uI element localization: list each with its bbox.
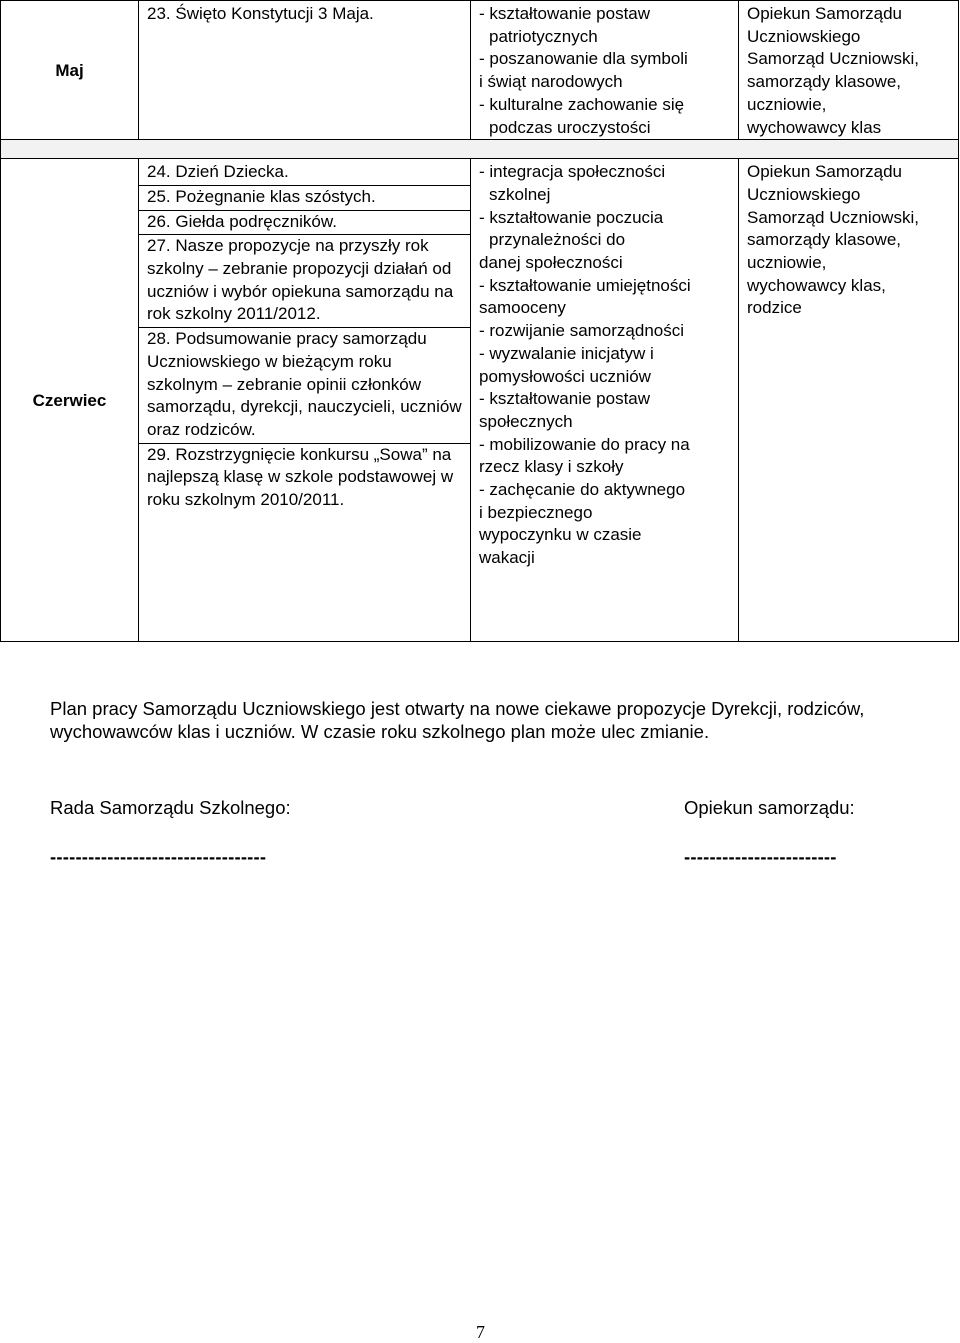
goal-line: - kształtowanie umiejętności [479,275,691,295]
closing-paragraph: Plan pracy Samorządu Uczniowskiego jest otwarty na nowe ciekawe propozycje Dyrekcji, rodziców, wychowawców klas i uczniów. W czasie roku szkolnego plan może ulec zmianie. [50,698,865,742]
table-row-may [1,1,959,140]
events-cell [139,1,471,140]
goal-line: szkolnej [489,184,551,204]
responsible-cell [739,159,959,642]
responsible-cell [739,1,959,140]
goal-line: - rozwijanie samorządności [479,321,685,341]
event-item: 24. Dzień Dziecka. [139,161,470,186]
responsible-line: Samorząd Uczniowski, [747,207,919,227]
event-item: 25. Pożegnanie klas szóstych. [139,186,470,211]
responsible-line: uczniowie, [747,253,827,273]
event-item: 29. Rozstrzygnięcie konkursu „Sowa” na najlepszą klasę w szkole podstawowej w roku szkolnym 2010/2011. [147,444,454,510]
goal-line: patriotycznych [489,26,598,46]
goal-line: - kulturalne zachowanie się [479,94,685,114]
goal-line: - kształtowanie postaw [479,389,651,409]
responsible-line: Uczniowskiego [747,184,861,204]
goal-line: wakacji [479,548,535,568]
goal-line: i bezpiecznego [479,502,593,522]
responsible-line: uczniowie, [747,94,827,114]
event-item: 26. Giełda podręczników. [139,211,470,236]
goal-line: - poszanowanie dla symboli [479,49,688,69]
goal-line: - wyzwalanie inicjatyw i [479,343,654,363]
event-item: 27. Nasze propozycje na przyszły rok szkolny – zebranie propozycji działań od uczniów i wybór opiekuna samorządu na rok szkolny 2011/2012. [139,235,470,328]
table-separator-row [1,140,959,159]
student-council-signature-line: ---------------------------------- [50,846,267,867]
responsible-line: rodzice [747,298,802,318]
supervisor-signature-line: ------------------------ [684,846,837,867]
responsible-line: Opiekun Samorządu [747,4,902,23]
separator-cell [1,140,959,159]
goal-line: podczas uroczystości [489,117,651,137]
responsible-line: samorządy klasowe, [747,72,902,92]
table-row-june [1,159,959,642]
responsible-line: Samorząd Uczniowski, [747,49,919,69]
month-cell: Maj [1,1,139,140]
event-item: 28. Podsumowanie pracy samorządu Uczniowskiego w bieżącym roku szkolnym – zebranie opinii członków samorządu, dyrekcji, nauczycieli, uczniów oraz rodziców. [139,328,470,444]
event-item: 23. Święto Konstytucji 3 Maja. [147,4,374,23]
goal-line: - kształtowanie postaw [479,4,651,23]
events-list [139,161,470,513]
goal-line: społecznych [479,411,573,431]
student-council-signature-label: Rada Samorządu Szkolnego: [50,797,291,818]
responsible-line: Uczniowskiego [747,26,861,46]
responsible-line: Opiekun Samorządu [747,162,902,182]
goal-line: pomysłowości uczniów [479,366,651,386]
goal-line: - integracja społeczności [479,162,666,182]
goal-line: rzecz klasy i szkoły [479,457,624,477]
goal-line: i świąt narodowych [479,72,623,92]
goals-cell [471,159,739,642]
supervisor-signature-label: Opiekun samorządu: [684,797,855,818]
responsible-line: samorządy klasowe, [747,230,902,250]
goal-line: danej społeczności [479,253,623,273]
page-number: 7 [476,1322,485,1342]
goal-line: - kształtowanie poczucia [479,207,664,227]
responsible-line: wychowawcy klas [747,117,882,137]
goal-line: - zachęcanie do aktywnego [479,480,686,500]
goal-line: przynależności do [489,230,626,250]
events-cell [139,159,471,642]
goal-line: samooceny [479,298,566,318]
responsible-line: wychowawcy klas, [747,275,886,295]
goals-cell [471,1,739,140]
goal-line: wypoczynku w czasie [479,525,642,545]
goal-line: - mobilizowanie do pracy na [479,434,690,454]
work-plan-table [0,0,959,642]
month-cell: Czerwiec [1,159,139,642]
